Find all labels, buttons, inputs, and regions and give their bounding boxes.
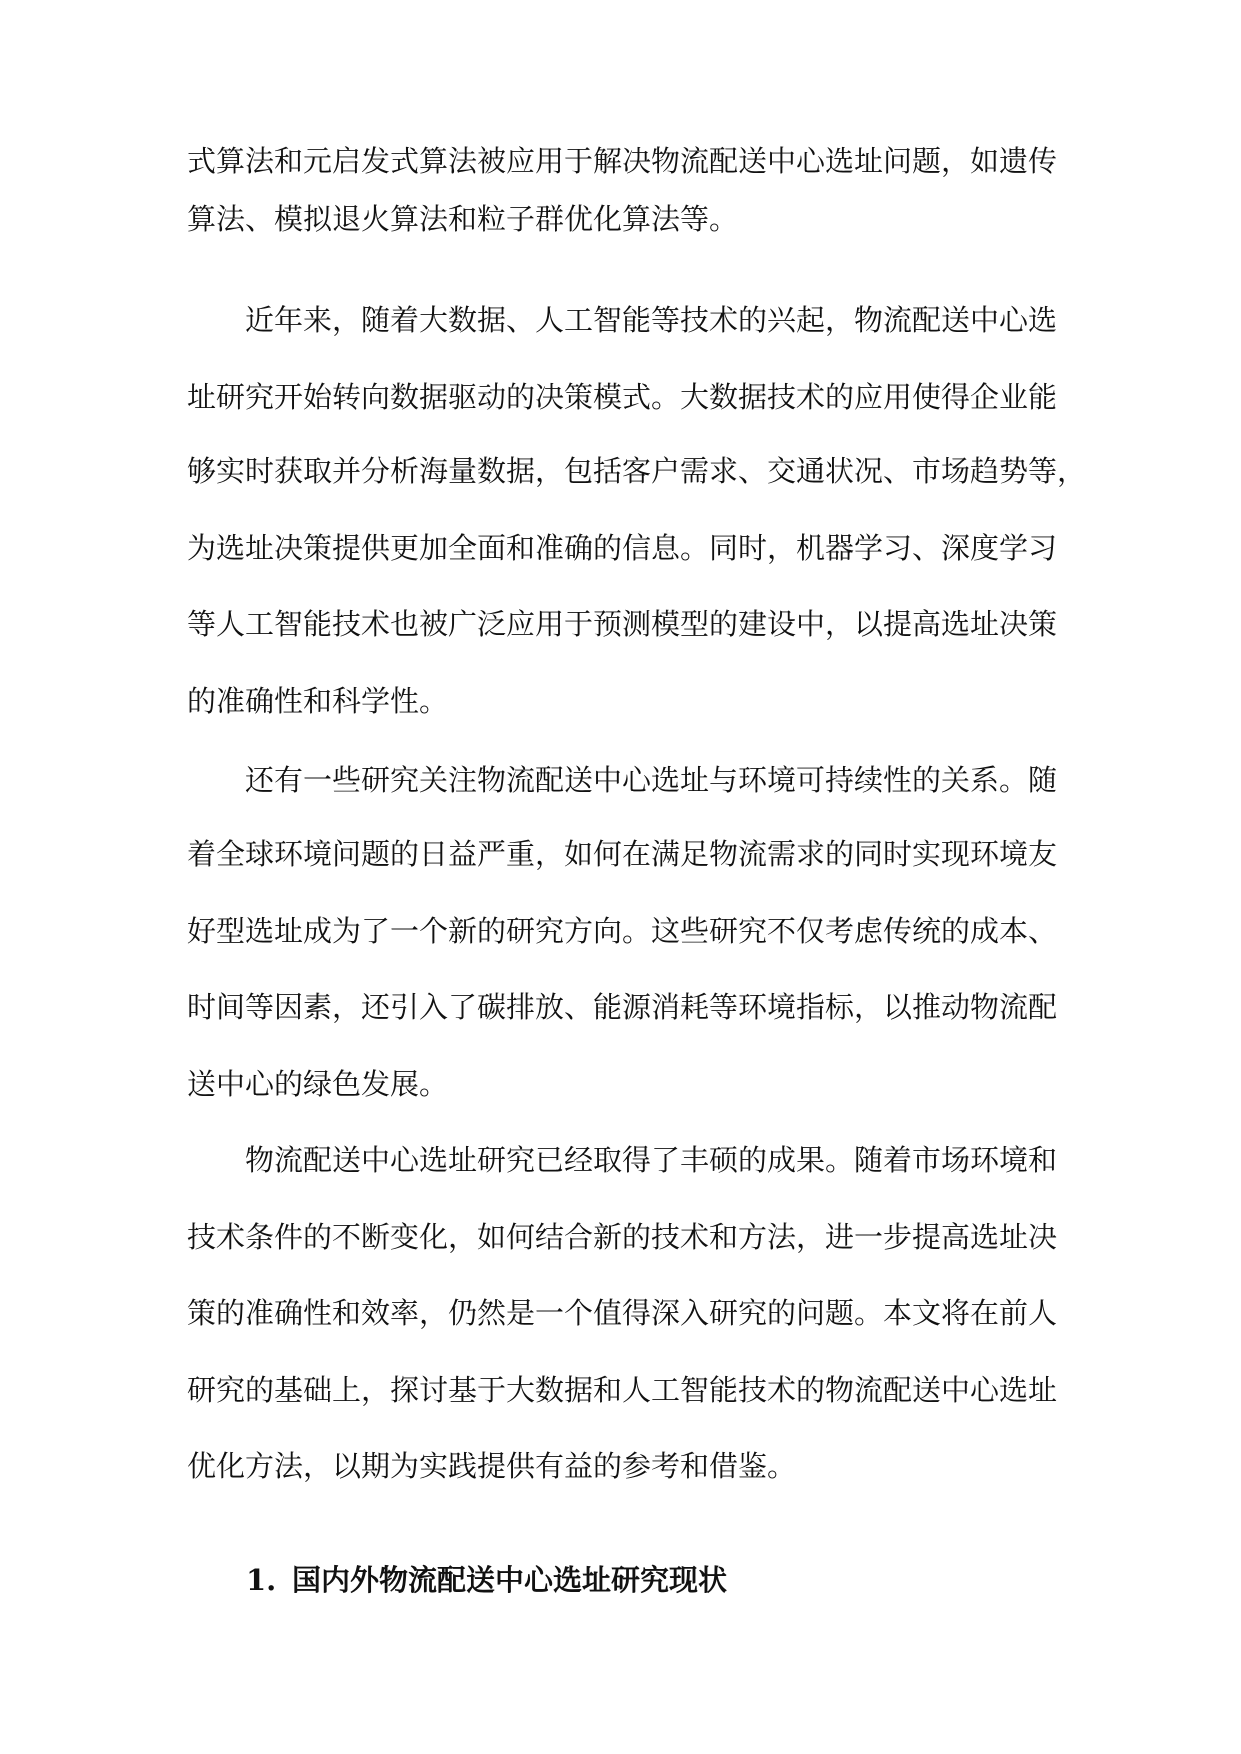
section-title: 国内外物流配送中心选址研究现状 <box>292 1563 728 1597</box>
paragraph-line: 近年来，随着大数据、人工智能等技术的兴起，物流配送中心选 <box>245 303 1058 337</box>
paragraph-line: 物流配送中心选址研究已经取得了丰硕的成果。随着市场环境和 <box>245 1143 1058 1177</box>
paragraph-line: 等人工智能技术也被广泛应用于预测模型的建设中，以提高选址决策 <box>187 607 1058 641</box>
paragraph-line: 式算法和元启发式算法被应用于解决物流配送中心选址问题，如遗传 <box>187 144 1058 178</box>
paragraph-line: 为选址决策提供更加全面和准确的信息。同时，机器学习、深度学习 <box>187 531 1058 565</box>
paragraph-line: 研究的基础上，探讨基于大数据和人工智能技术的物流配送中心选址 <box>187 1373 1058 1407</box>
paragraph-line: 策的准确性和效率，仍然是一个值得深入研究的问题。本文将在前人 <box>187 1296 1058 1330</box>
paragraph-line: 着全球环境问题的日益严重，如何在满足物流需求的同时实现环境友 <box>187 837 1058 871</box>
paragraph-line: 好型选址成为了一个新的研究方向。这些研究不仅考虑传统的成本、 <box>187 914 1058 948</box>
paragraph-line: 够实时获取并分析海量数据，包括客户需求、交通状况、市场趋势等， <box>187 454 1087 488</box>
paragraph-line: 时间等因素，还引入了碳排放、能源消耗等环境指标，以推动物流配 <box>187 990 1058 1024</box>
paragraph-line: 还有一些研究关注物流配送中心选址与环境可持续性的关系。随 <box>245 763 1058 797</box>
paragraph-line: 的准确性和科学性。 <box>187 684 449 718</box>
paragraph-line: 优化方法，以期为实践提供有益的参考和借鉴。 <box>187 1449 797 1483</box>
section-number: 1. <box>246 1563 277 1597</box>
section-heading <box>246 1560 1046 1600</box>
paragraph-line: 算法、模拟退火算法和粒子群优化算法等。 <box>187 202 739 236</box>
paragraph-line: 送中心的绿色发展。 <box>187 1067 449 1101</box>
paragraph-line: 技术条件的不断变化，如何结合新的技术和方法，进一步提高选址决 <box>187 1220 1058 1254</box>
paragraph-line: 址研究开始转向数据驱动的决策模式。大数据技术的应用使得企业能 <box>187 380 1058 414</box>
